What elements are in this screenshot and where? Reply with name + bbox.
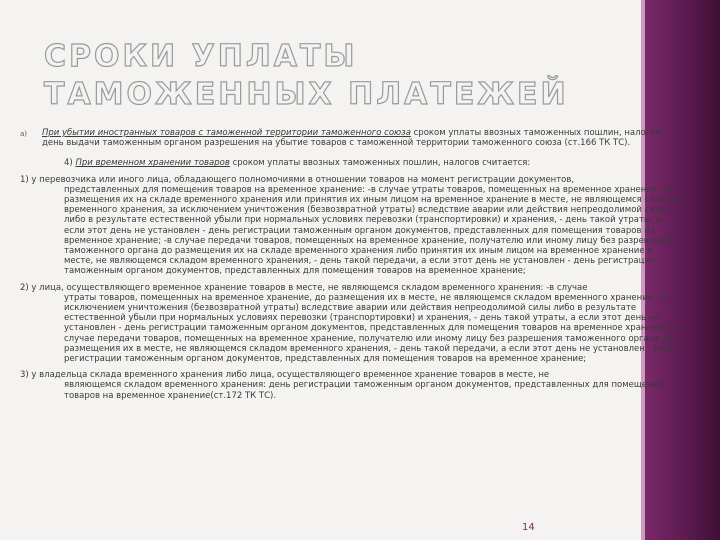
paragraph-a-heading: При убытии иностранных товаров с таможенной территории таможенного союза (42, 128, 411, 138)
slide-body (20, 128, 684, 401)
paragraph-a-body: сроком уплаты ввозных таможенных пошлин, налогов, день выдачи таможенным органом разрешения на убытие товаров с таможенной территории таможенного союза (ст.166 ТК ТС). (42, 128, 664, 149)
paragraph-4-prefix: 4) (64, 158, 76, 169)
slide-title: СРОКИ УПЛАТЫ ТАМОЖЕННЫХ ПЛАТЕЖЕЙ (44, 39, 569, 112)
list-item-1-continuation: представленных для помещения товаров на временное хранение: -в случае утраты товаров, помещенных на временное хранение, до размещения их на складе временного хранения или принятия их иным лицом на временное хранение в месте, не являющемся складом временного хранения, за исключением уничтожения (безвозвратной утраты) вследствие аварии или действия непреодолимой силы либо в результате естественной убыли при нормальных условиях перевозки (транспортировки) и хранения, - день такой утраты, а если этот день не установлен - день регистрации таможенным органом документов, представленных для помещения товаров на временное хранение; -в случае передачи товаров, помещенных на временное хранение, получателю или иному лицу без разрешения таможенного органа до размещения их на складе временного хранения либо принятия их иным лицом на временное хранение в месте, не являющемся складом временного хранения, - день такой передачи, а если этот день не установлен - день регистрации таможенным органом документов, представленных для помещения товаров на временное хранение; (64, 184, 683, 277)
list-item-2-continuation: утраты товаров, помещенных на временное хранение, до размещения их в месте, не являющемся складом временного хранения, за исключением уничтожения (безвозвратной утраты) вследствие аварии или действия непреодолимой силы либо в результате естественной убыли при нормальных условиях перевозки (транспортировки) и хранения, - день такой утраты, а если этот день не установлен - день регистрации таможенным органом документов, представленных для помещения товаров на временное хранение; -в случае передачи товаров, помещенных на временное хранение, получателю или иному лицу без разрешения таможенного органа до размещения их в месте, не являющемся складом временного хранения, - день такой передачи, а если этот день не установлен - день регистрации таможенным органом документов, представленных для помещения товаров на временное хранение; (64, 292, 682, 365)
paragraph-a (20, 128, 684, 148)
list-item-2-first-line: 2) у лица, осуществляющего временное хранение товаров в месте, не являющемся складом временного хранения: -в случае (20, 282, 588, 293)
list-item-3 (20, 370, 684, 401)
bullet-marker: a) (20, 130, 28, 138)
list-item-2 (20, 283, 684, 365)
list-item-1-first-line: 1) у перевозчика или иного лица, обладающего полномочиями в отношении товаров на момент регистрации документов, (20, 174, 575, 185)
paragraph-a-text (40, 128, 684, 148)
paragraph-4 (20, 158, 684, 168)
paragraph-4-body: сроком уплаты ввозных таможенных пошлин, налогов считается: (229, 158, 531, 169)
paragraph-4-heading: При временном хранении товаров (75, 158, 230, 169)
list-item-1 (20, 175, 684, 277)
list-item-3-continuation: являющемся складом временного хранения: день регистрации таможенным органом документов, представленных для помещения товаров на временное хранение(ст.172 ТК ТС). (64, 380, 664, 401)
page-number: 14 (522, 522, 535, 533)
list-item-3-first-line: 3) у владельца склада временного хранения либо лица, осуществляющего временное хранение товаров в месте, не (20, 370, 550, 381)
